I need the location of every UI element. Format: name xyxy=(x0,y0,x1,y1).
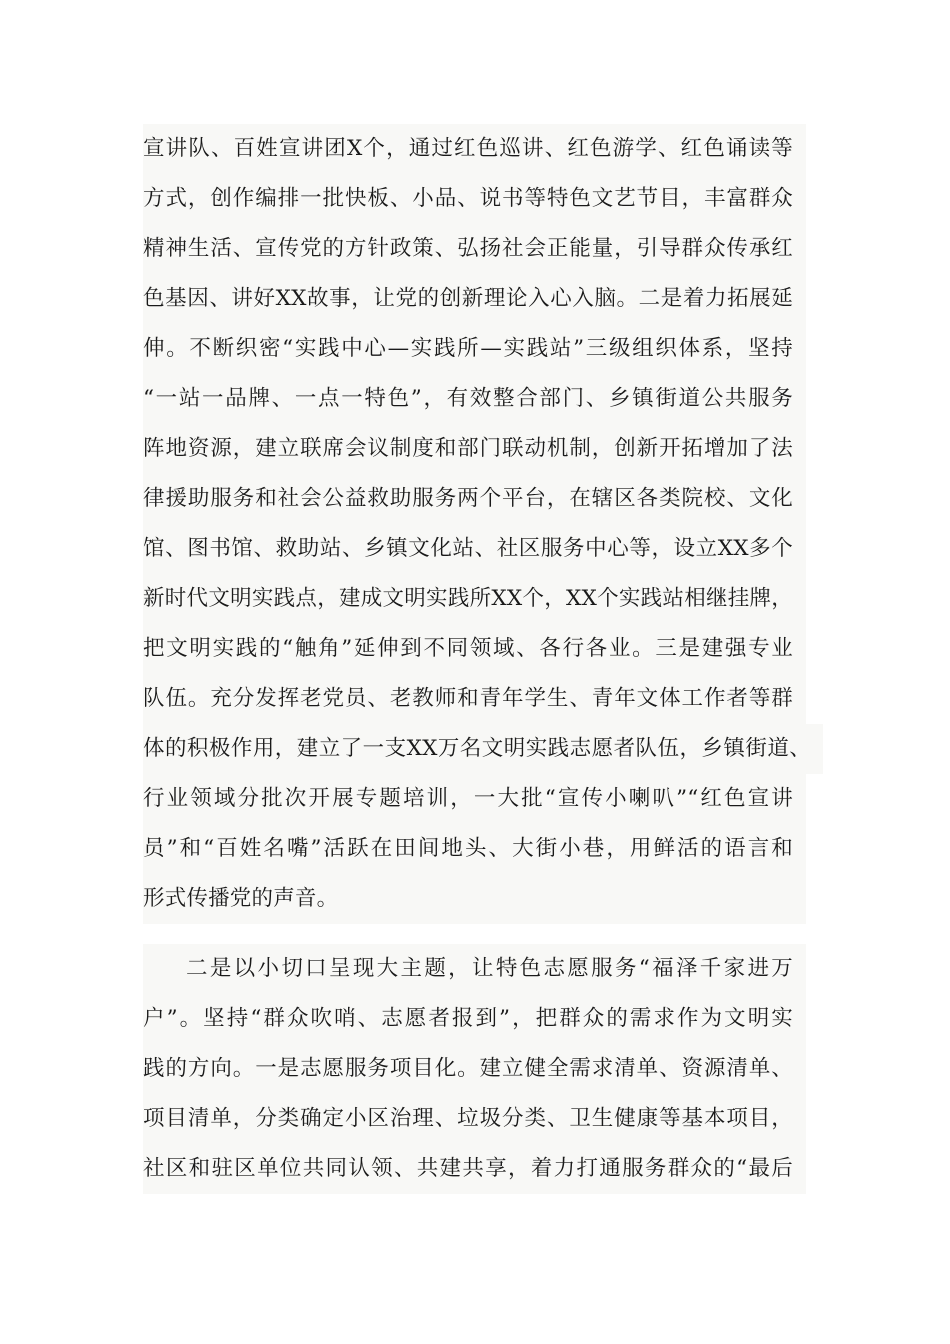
paragraph-line: 把文明实践的“触角”延伸到不同领域、各行各业。三是建强专业 xyxy=(143,636,793,661)
paragraph-line: 阵地资源，建立联席会议制度和部门联动机制，创新开拓增加了法 xyxy=(143,436,793,461)
paragraph-1 xyxy=(143,124,811,924)
paragraph-line: 队伍。充分发挥老党员、老教师和青年学生、青年文体工作者等群 xyxy=(143,686,793,711)
paragraph-line: 二是以小切口呈现大主题，让特色志愿服务“福泽千家进万 xyxy=(186,956,793,981)
paragraph-line: 体的积极作用，建立了一支XX万名文明实践志愿者队伍，乡镇街道、 xyxy=(143,724,823,774)
paragraph-line: 社区和驻区单位共同认领、共建共享，着力打通服务群众的“最后 xyxy=(143,1156,793,1181)
paragraph-line: 馆、图书馆、救助站、乡镇文化站、社区服务中心等，设立XX多个 xyxy=(143,536,793,561)
paragraph-line: 精神生活、宣传党的方针政策、弘扬社会正能量，引导群众传承红 xyxy=(143,236,793,261)
paragraph-line: 律援助服务和社会公益救助服务两个平台，在辖区各类院校、文化 xyxy=(143,486,793,511)
paragraph-line: 项目清单，分类确定小区治理、垃圾分类、卫生健康等基本项目， xyxy=(143,1106,793,1131)
paragraph-line: 新时代文明实践点，建成文明实践所XX个，XX个实践站相继挂牌， xyxy=(143,586,793,611)
paragraph-line: 色基因、讲好XX故事，让党的创新理论入心入脑。二是着力拓展延 xyxy=(143,286,793,311)
paragraph-2 xyxy=(143,944,806,1194)
paragraph-line: 践的方向。一是志愿服务项目化。建立健全需求清单、资源清单、 xyxy=(143,1056,793,1081)
paragraph-line: 形式传播党的声音。 xyxy=(143,886,339,911)
paragraph-line: “一站一品牌、一点一特色”，有效整合部门、乡镇街道公共服务 xyxy=(143,386,793,411)
paragraph-line: 行业领域分批次开展专题培训，一大批“宣传小喇叭”“红色宣讲 xyxy=(143,786,793,811)
paragraph-line: 宣讲队、百姓宣讲团X个，通过红色巡讲、红色游学、红色诵读等 xyxy=(143,136,793,161)
paragraph-line: 员”和“百姓名嘴”活跃在田间地头、大街小巷，用鲜活的语言和 xyxy=(143,836,793,861)
paragraph-line: 户”。坚持“群众吹哨、志愿者报到”，把群众的需求作为文明实 xyxy=(143,1006,793,1031)
paragraph-line: 方式，创作编排一批快板、小品、说书等特色文艺节目，丰富群众 xyxy=(143,186,793,211)
paragraph-line: 伸。不断织密“实践中心—实践所—实践站”三级组织体系，坚持 xyxy=(143,336,793,361)
